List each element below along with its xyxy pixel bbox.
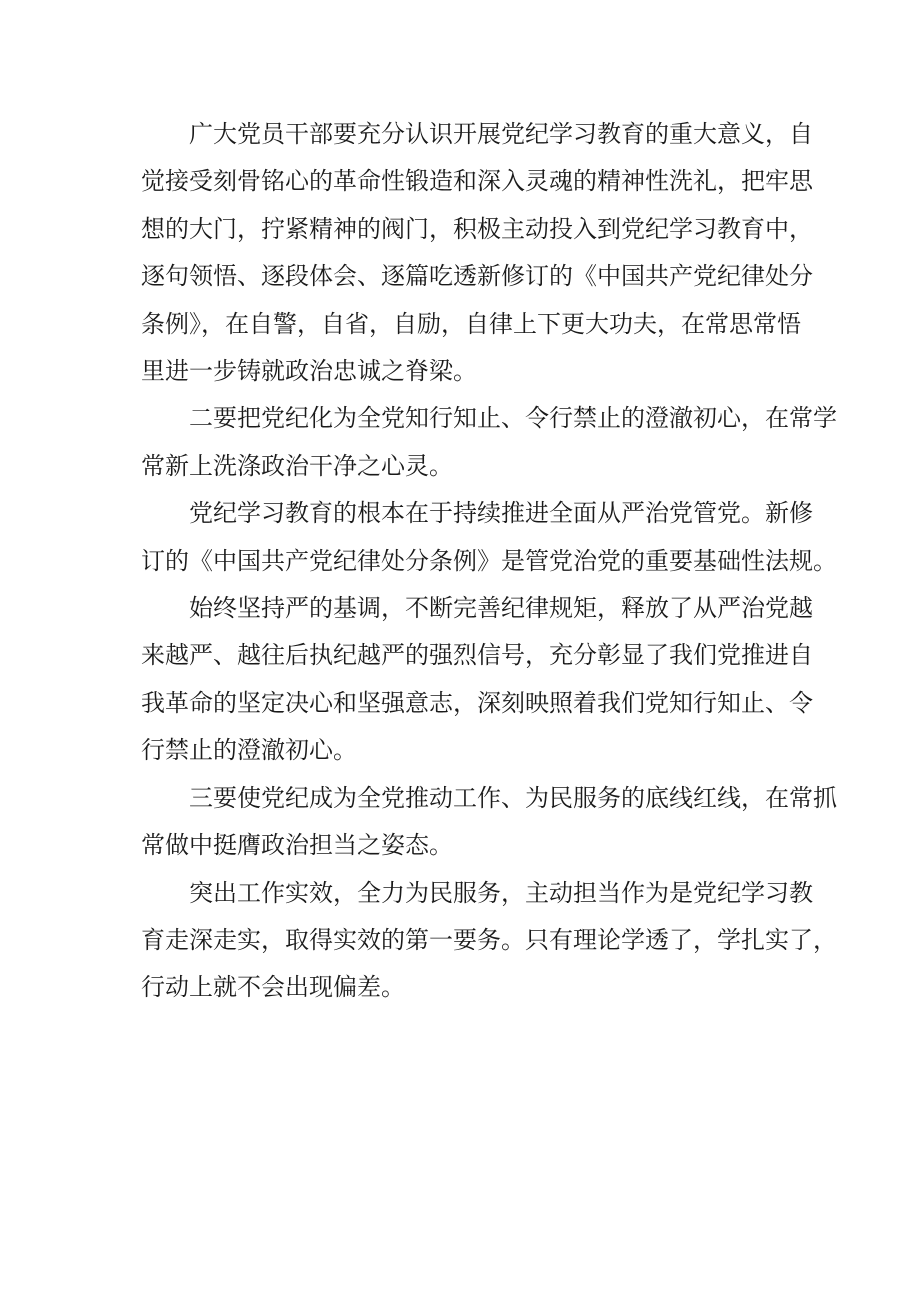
text-line xyxy=(141,490,813,537)
document-body xyxy=(141,111,837,1012)
text-line xyxy=(141,585,813,632)
text-line: 育走深走实，取得实效的第一要务。只有理论学透了，学扎实了， xyxy=(141,925,837,954)
paragraph-1 xyxy=(141,111,813,395)
paragraph-2 xyxy=(141,395,837,490)
paragraph-6 xyxy=(141,870,837,1012)
text-line-content: 广大党员干部要充分认识开展党纪学习教育的重大意义，自 xyxy=(189,120,813,148)
text-line-content: 三要使党纪成为全党推动工作、为民服务的底线红线，在常抓 xyxy=(189,783,837,812)
paragraph-5 xyxy=(141,775,837,870)
text-line xyxy=(141,775,837,822)
text-line: 我革命的坚定决心和坚强意志，深刻映照着我们党知行知止、令 xyxy=(141,688,813,717)
text-line: 订的《中国共产党纪律处分条例》是管党治党的重要基础性法规。 xyxy=(141,546,837,575)
text-line xyxy=(141,870,813,917)
text-line: 条例》，在自警，自省，自励，自律上下更大功夫，在常思常悟 xyxy=(141,309,801,338)
paragraph-4 xyxy=(141,585,813,775)
text-line-content: 党纪学习教育的根本在于持续推进全面从严治党管党。新修 xyxy=(189,499,813,528)
text-line: 里进一步铸就政治忠诚之脊梁。 xyxy=(141,357,477,386)
text-line: 觉接受刻骨铭心的革命性锻造和深入灵魂的精神性洗礼，把牢思 xyxy=(141,167,813,196)
text-line: 行动上就不会出现偏差。 xyxy=(141,973,405,1002)
text-line: 常做中挺膺政治担当之姿态。 xyxy=(141,831,453,860)
paragraph-3 xyxy=(141,490,837,585)
text-line: 逐句领悟、逐段体会、逐篇吃透新修订的《中国共产党纪律处分 xyxy=(141,262,813,291)
text-line-content: 始终坚持严的基调，不断完善纪律规矩，释放了从严治党越 xyxy=(189,594,813,623)
text-line xyxy=(141,111,813,158)
text-line-content: 二要把党纪化为全党知行知止、令行禁止的澄澈初心，在常学 xyxy=(189,404,837,433)
text-line-content: 突出工作实效，全力为民服务，主动担当作为是党纪学习教 xyxy=(189,878,813,907)
text-line: 想的大门，拧紧精神的阀门，积极主动投入到党纪学习教育中， xyxy=(141,214,813,243)
text-line: 来越严、越往后执纪越严的强烈信号，充分彰显了我们党推进自 xyxy=(141,641,813,670)
text-line: 行禁止的澄澈初心。 xyxy=(141,736,357,765)
text-line xyxy=(141,395,837,442)
text-line: 常新上洗涤政治干净之心灵。 xyxy=(141,451,453,480)
